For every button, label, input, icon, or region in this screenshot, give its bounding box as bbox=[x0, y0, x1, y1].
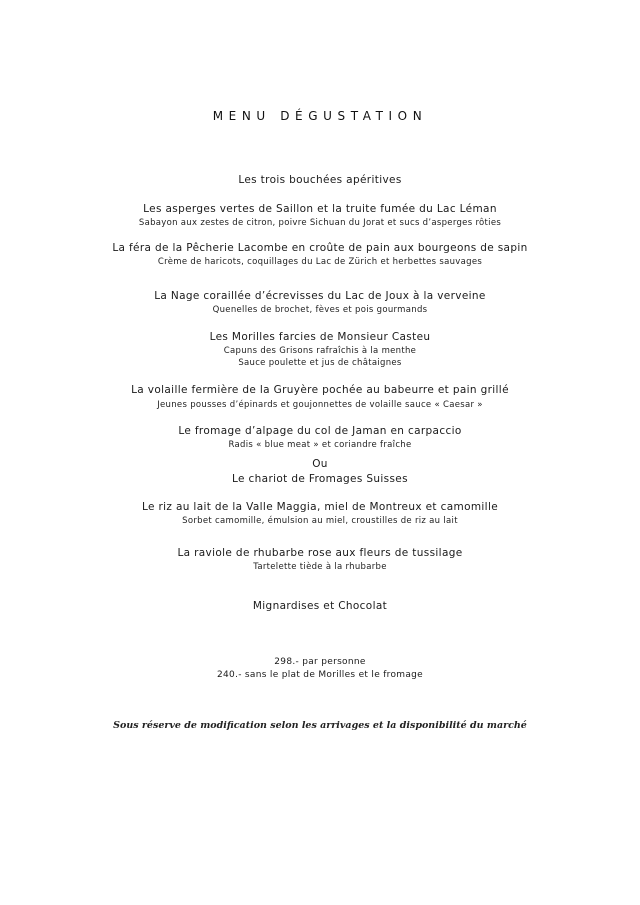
course-nage-detail: Quenelles de brochet, fèves et pois gourmands bbox=[212, 305, 428, 315]
course-fera-detail: Crème de haricots, coquillages du Lac de Zürich et herbettes sauvages bbox=[157, 257, 483, 267]
course-asparagus: Les asperges vertes de Saillon et la truite fumée du Lac Léman bbox=[143, 203, 497, 215]
course-volaille: La volaille fermière de la Gruyère pochée au babeurre et pain grillé bbox=[131, 384, 509, 396]
course-fromage: Le fromage d’alpage du col de Jaman en carpaccio bbox=[178, 425, 462, 437]
course-raviole: La raviole de rhubarbe rose aux fleurs de tussilage bbox=[177, 547, 463, 559]
price-reduced: 240.- sans le plat de Morilles et le fromage bbox=[216, 670, 424, 680]
course-nage: La Nage coraillée d’écrevisses du Lac de Joux à la verveine bbox=[154, 290, 486, 302]
course-morilles-detail-1: Capuns des Grisons rafraîchis à la menthe bbox=[223, 346, 417, 356]
course-morilles: Les Morilles farcies de Monsieur Casteu bbox=[209, 331, 431, 343]
price-full: 298.- par personne bbox=[274, 657, 366, 667]
course-or: Ou bbox=[312, 458, 328, 470]
menu-title: MENU DÉGUSTATION bbox=[212, 109, 428, 123]
course-mignardises: Mignardises et Chocolat bbox=[252, 600, 388, 612]
availability-notice: Sous réserve de modification selon les arrivages et la disponibilité du marché bbox=[113, 720, 527, 731]
course-volaille-detail: Jeunes pousses d’épinards et goujonnettes de volaille sauce « Caesar » bbox=[157, 400, 483, 410]
course-riz: Le riz au lait de la Valle Maggia, miel de Montreux et camomille bbox=[141, 501, 499, 513]
course-morilles-detail-2: Sauce poulette et jus de châtaignes bbox=[238, 358, 402, 368]
course-asparagus-detail: Sabayon aux zestes de citron, poivre Sichuan du Jorat et sucs d’asperges rôties bbox=[138, 218, 502, 228]
course-aperitif: Les trois bouchées apéritives bbox=[238, 174, 402, 186]
course-fromage-detail: Radis « blue meat » et coriandre fraîche bbox=[228, 440, 412, 450]
course-fera: La féra de la Pêcherie Lacombe en croûte de pain aux bourgeons de sapin bbox=[112, 242, 528, 254]
course-riz-detail: Sorbet camomille, émulsion au miel, croustilles de riz au lait bbox=[182, 516, 458, 526]
course-raviole-detail: Tartelette tiède à la rhubarbe bbox=[253, 562, 387, 572]
course-chariot: Le chariot de Fromages Suisses bbox=[232, 473, 408, 485]
